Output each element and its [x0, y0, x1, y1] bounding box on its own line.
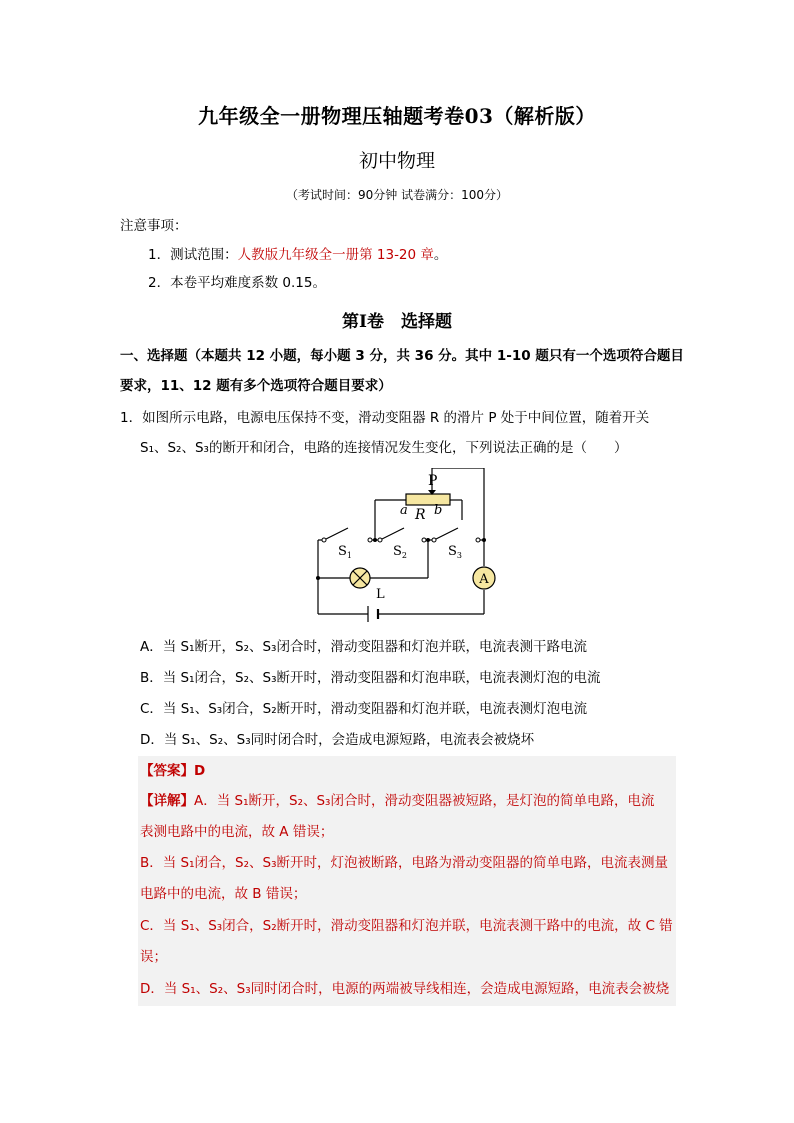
option-a[interactable]: A．当 S₁断开，S₂、S₃闭合时，滑动变阻器和灯泡并联，电流表测干路电流	[140, 639, 587, 655]
notes-item-1-highlight: 人教版九年级全一册第 13-20 章	[237, 247, 434, 263]
answer-detail-line-1	[140, 791, 654, 811]
option-d[interactable]: D．当 S₁、S₂、S₃同时闭合时，会造成电源短路，电流表会被烧坏	[140, 732, 535, 748]
section-title: 第Ⅰ卷 选择题	[342, 312, 452, 332]
answer-detail-line-7: D．当 S₁、S₂、S₃同时闭合时，电源的两端被导线相连，会造成电源短路，电流表会被烧	[140, 981, 670, 997]
switch-s1-blade	[324, 528, 348, 540]
s3-contact-left	[432, 538, 436, 542]
notes-item-1-prefix: 1．测试范围：	[148, 247, 238, 263]
page-subtitle: 初中物理	[358, 150, 435, 172]
switch-s2-blade	[380, 528, 404, 540]
label-s1: $S_1$	[338, 544, 352, 560]
label-b: b	[434, 503, 443, 518]
answer-detail-text-1: A．当 S₁断开，S₂、S₃闭合时，滑动变阻器被短路，是灯泡的简单电路，电流	[194, 793, 655, 809]
option-c[interactable]: C．当 S₁、S₃闭合，S₂断开时，滑动变阻器和灯泡并联，电流表测灯泡电流	[140, 701, 588, 717]
rheostat-body	[406, 494, 450, 505]
answer-detail-line-4: 电路中的电流，故 B 错误；	[140, 886, 307, 902]
s3-contact-right	[476, 538, 480, 542]
s2-contact-left	[378, 538, 382, 542]
answer-detail-line-2: 表测电路中的电流，故 A 错误；	[140, 824, 334, 840]
answer-detail-line-3: B．当 S₁闭合，S₂、S₃断开时，灯泡被断路，电路为滑动变阻器的简单电路，电流表测量	[140, 855, 668, 871]
junction-2	[426, 538, 430, 542]
notes-item-1-suffix: 。	[433, 247, 448, 263]
switch-s3-blade	[434, 528, 458, 540]
notes-item-2: 2．本卷平均难度系数 0.15。	[148, 275, 326, 291]
question-1-stem-line-2: S₁、S₂、S₃的断开和闭合，电路的连接情况发生变化，下列说法正确的是（ ）	[140, 440, 628, 456]
s2-contact-right	[422, 538, 426, 542]
junction-4	[316, 576, 320, 580]
exam-info: （考试时间：90分钟 试卷满分：100分）	[286, 188, 508, 202]
answer-line: 【答案】D	[140, 763, 206, 779]
section-instruction-line-2: 要求，11、12 题有多个选项符合题目要求）	[120, 378, 392, 394]
junction-3	[482, 538, 486, 542]
label-l: L	[376, 587, 385, 602]
junction-1	[373, 538, 377, 542]
s1-contact-right	[368, 538, 372, 542]
s1-contact-left	[322, 538, 326, 542]
ammeter-label: A	[479, 572, 489, 587]
question-1-stem-line-1: 1．如图所示电路，电源电压保持不变，滑动变阻器 R 的滑片 P 处于中间位置，随着开关	[120, 410, 650, 426]
label-s2: $S_2$	[393, 544, 407, 560]
notes-item-1	[148, 245, 447, 265]
section-instruction-line-1: 一、选择题（本题共 12 小题，每小题 3 分，共 36 分。其中 1-10 题只有一个选项符合题目	[120, 348, 684, 364]
label-a: a	[400, 503, 408, 518]
label-r: R	[415, 507, 426, 523]
answer-detail-label: 【详解】	[140, 793, 194, 809]
page-title: 九年级全一册物理压轴题考卷03（解析版）	[198, 104, 596, 128]
answer-detail-line-6: 误；	[140, 949, 167, 965]
notes-heading: 注意事项：	[120, 218, 188, 234]
label-p: P	[428, 473, 438, 489]
answer-detail-line-5: C．当 S₁、S₃闭合，S₂断开时，滑动变阻器和灯泡并联，电流表测干路中的电流，故 C 错	[140, 918, 673, 934]
option-b[interactable]: B．当 S₁闭合，S₂、S₃断开时，滑动变阻器和灯泡串联，电流表测灯泡的电流	[140, 670, 601, 686]
label-s3: $S_3$	[448, 544, 462, 560]
circuit-diagram	[300, 468, 510, 628]
